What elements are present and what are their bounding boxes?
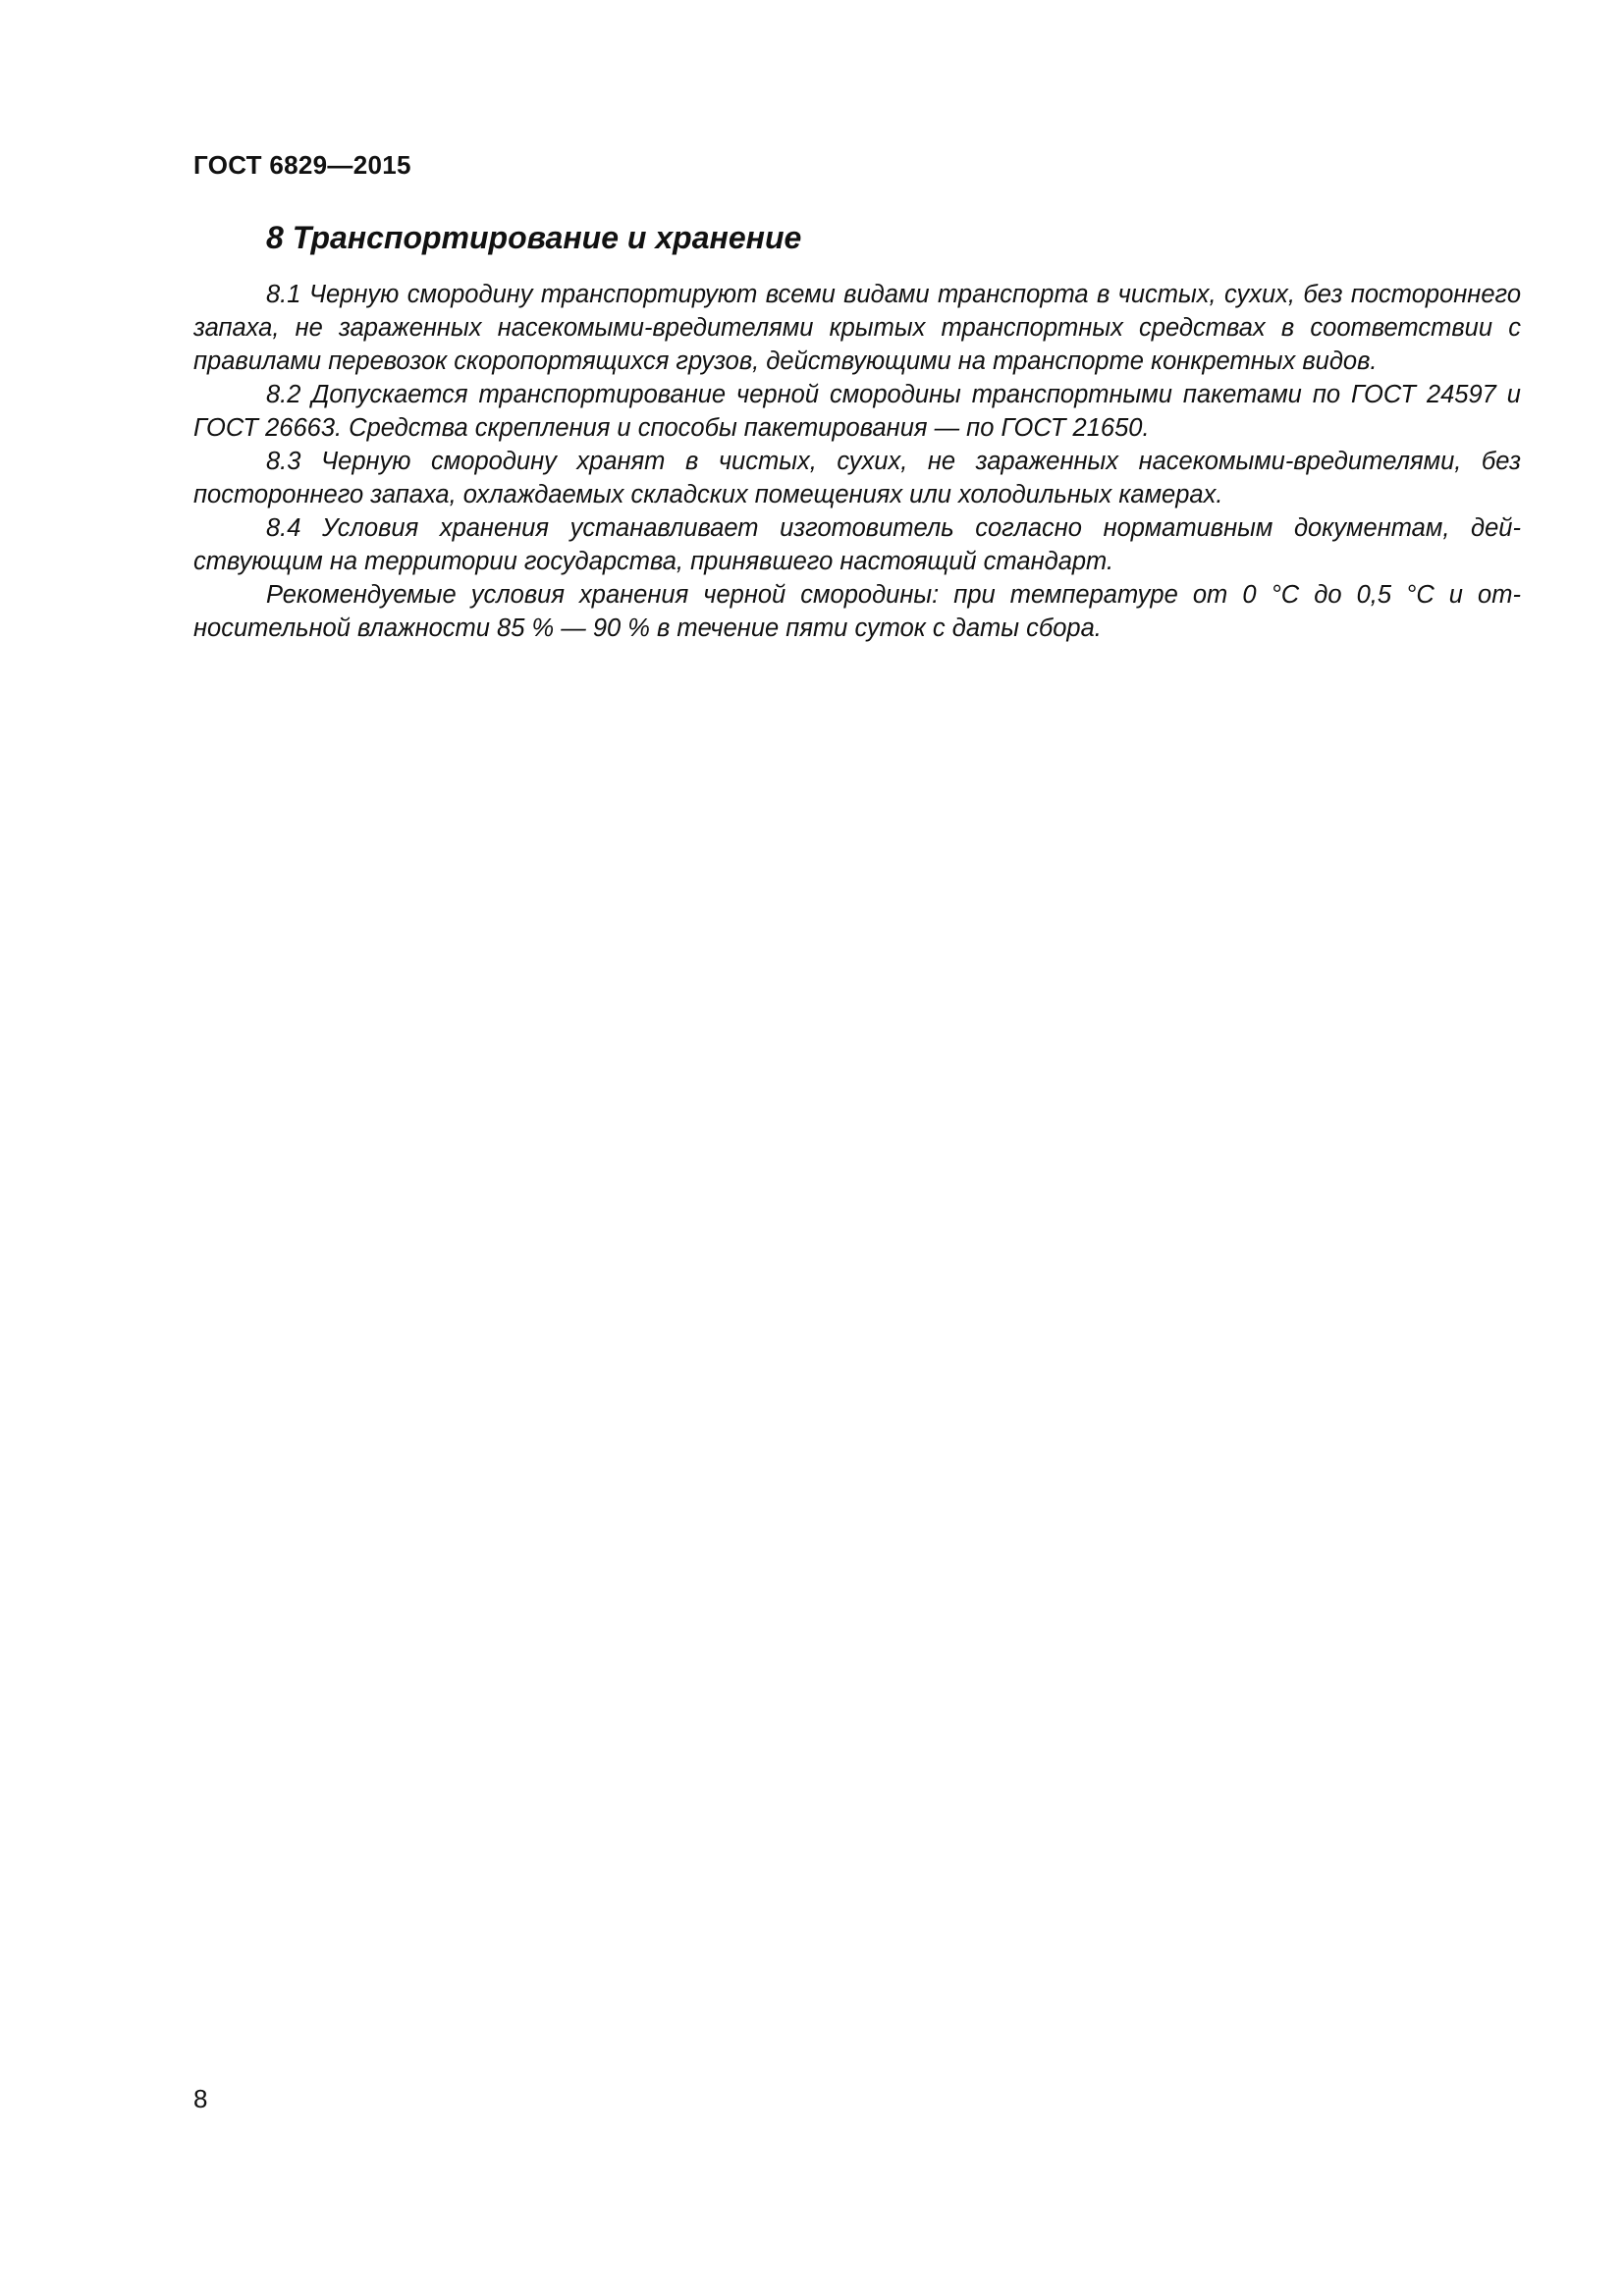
page-number: 8: [193, 2084, 208, 2113]
paragraph-8-3: 8.3 Черную смородину хранят в чистых, сухих, не зараженных насекомыми-вредителями, без постороннего запаха, охлаждаемых складских помещениях или холодильных камерах.: [193, 448, 1521, 508]
section-transport-storage: [193, 220, 1521, 645]
paragraph-storage-conditions: Рекомендуемые условия хранения черной смородины: при температуре от 0 °С до 0,5 °С и относительной влажности 85 % — 90 % в течение пяти суток с даты сбора.: [193, 581, 1521, 642]
section-title: 8 Транспортирование и хранение: [266, 220, 802, 255]
paragraph-8-1: 8.1 Черную смородину транспортируют всеми видами транспорта в чистых, сухих, без постороннего запаха, не зараженных насекомыми-вредителями крытых транспортных средствах в соответствии с правилами перевозок скоропортящихся грузов, действующими на транспорте конкретных видов.: [193, 281, 1521, 375]
paragraph-8-2: 8.2 Допускается транспортирование черной смородины транспортными пакетами по ГОСТ 24597 и ГОСТ 26663. Средства скрепления и способы пакетирования — по ГОСТ 21650.: [193, 381, 1521, 442]
paragraph-8-4: 8.4 Условия хранения устанавливает изготовитель согласно нормативным документам, действующим на территории государства, принявшего настоящий стандарт.: [193, 514, 1521, 575]
document-code: ГОСТ 6829—2015: [193, 150, 411, 180]
